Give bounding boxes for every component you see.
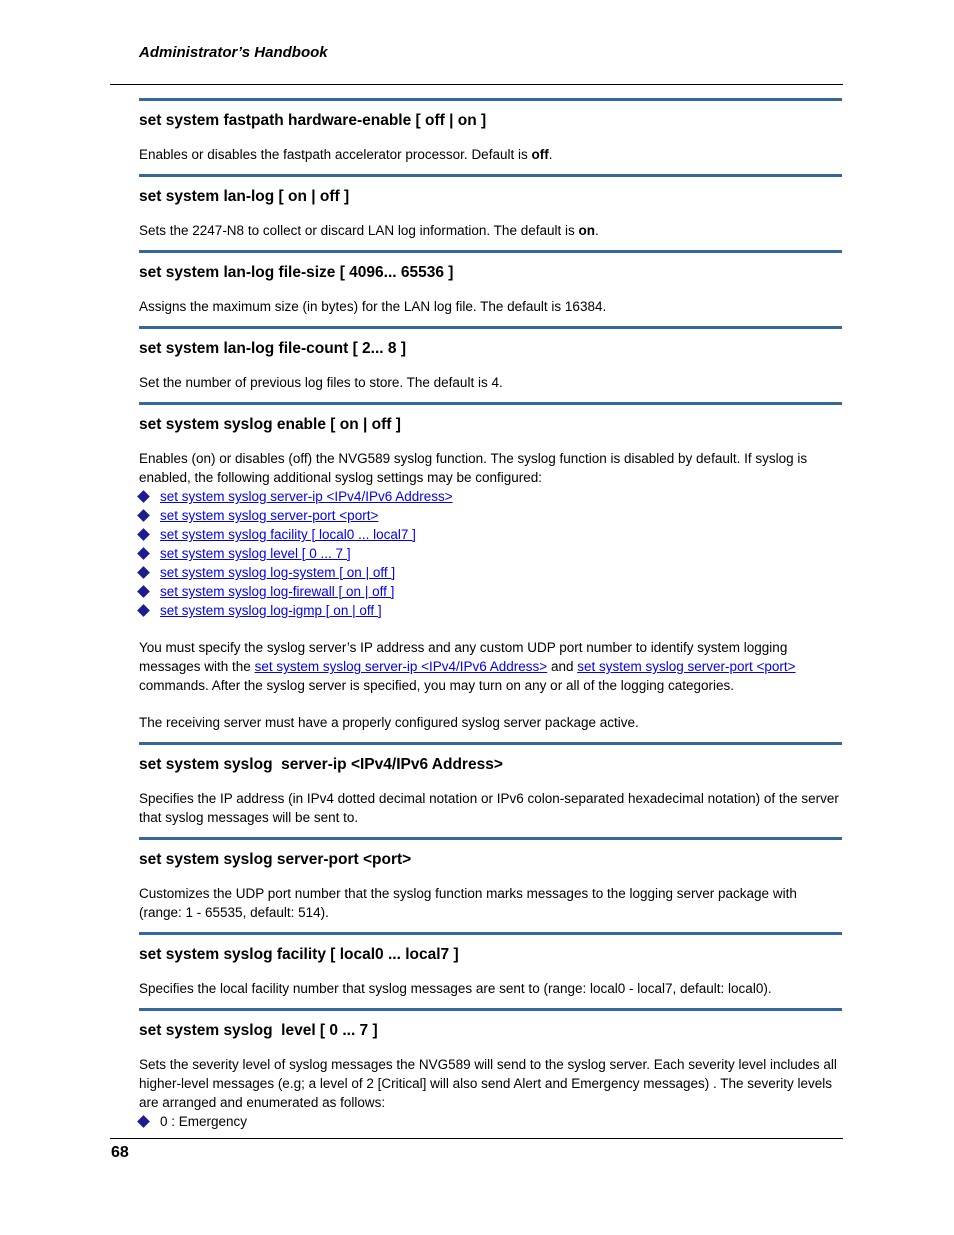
severity-level: 0 : Emergency [160, 1114, 248, 1129]
command-heading: set system lan-log [ on | off ] [139, 188, 350, 205]
link-log-igmp[interactable]: set system syslog log-igmp [ on | off ] [160, 603, 382, 618]
para-text: and [547, 659, 578, 674]
list-item [139, 487, 843, 506]
diamond-bullet-icon [137, 585, 150, 598]
syslog-usage-paragraph [139, 638, 843, 695]
link-log-system[interactable]: set system syslog log-system [ on | off ] [160, 565, 396, 580]
command-heading: set system lan-log file-size [ 4096... 65536 ] [139, 264, 454, 281]
desc-text: Enables or disables the fastpath accelerator processor. Default is [139, 147, 532, 162]
page-content [139, 98, 843, 1131]
command-heading: set system syslog level [ 0 ... 7 ] [139, 1022, 378, 1039]
section-lan-log-file-count [139, 326, 843, 402]
severity-levels-list [139, 1112, 843, 1131]
section-syslog-server-ip [139, 742, 843, 837]
command-description [139, 221, 843, 240]
link-server-port[interactable]: set system syslog server-port <port> [160, 508, 379, 523]
section-syslog-facility [139, 932, 843, 1008]
diamond-bullet-icon [137, 547, 150, 560]
diamond-bullet-icon [137, 604, 150, 617]
default-value: off [531, 147, 549, 162]
list-item [139, 582, 843, 601]
command-description [139, 145, 843, 164]
footer-divider [110, 1138, 843, 1139]
desc-text: . [548, 147, 553, 162]
diamond-bullet-icon [137, 528, 150, 541]
section-rule [139, 1008, 842, 1011]
command-heading: set system fastpath hardware-enable [ off | on ] [139, 112, 487, 129]
link-log-firewall[interactable]: set system syslog log-firewall [ on | off ] [160, 584, 395, 599]
para-text: You must specify the syslog server’s IP address and any custom UDP port number to identify system logging messages with the [139, 640, 788, 674]
section-lan-log [139, 174, 843, 250]
receiving-server-paragraph: The receiving server must have a properly configured syslog server package active. [139, 715, 639, 730]
command-heading: set system syslog server-ip <IPv4/IPv6 Address> [139, 756, 503, 773]
diamond-bullet-icon [137, 509, 150, 522]
section-rule [139, 742, 842, 745]
command-description: Enables (on) or disables (off) the NVG589 syslog function. The syslog function is disabled by default. If syslog is enabled, the following additional syslog settings may be configured: [139, 451, 808, 485]
list-item [139, 525, 843, 544]
section-rule [139, 837, 842, 840]
diamond-bullet-icon [137, 490, 150, 503]
command-description: Specifies the IP address (in IPv4 dotted decimal notation or IPv6 colon-separated hexadecimal notation) of the server that syslog messages will be sent to. [139, 791, 839, 825]
command-heading: set system lan-log file-count [ 2... 8 ] [139, 340, 406, 357]
para-text: commands. After the syslog server is specified, you may turn on any or all of the logging categories. [139, 678, 735, 693]
desc-text: Sets the 2247-N8 to collect or discard LAN log information. The default is [139, 223, 579, 238]
default-value: on [578, 223, 595, 238]
section-rule [139, 326, 842, 329]
syslog-settings-list [139, 487, 843, 620]
section-rule [139, 174, 842, 177]
diamond-bullet-icon [137, 1115, 150, 1128]
command-description: Sets the severity level of syslog messages the NVG589 will send to the syslog server. Each severity level includes all higher-level messages (e.g; a level of 2 [Critical] will also send Alert and Emergency messages) . The severity levels are arranged and enumerated as follows: [139, 1057, 837, 1110]
list-item [139, 1112, 843, 1131]
list-item [139, 506, 843, 525]
command-heading: set system syslog server-port <port> [139, 851, 412, 868]
section-syslog-server-port [139, 837, 843, 932]
inline-link-server-ip[interactable]: set system syslog server-ip <IPv4/IPv6 Address> [254, 659, 548, 674]
link-level[interactable]: set system syslog level [ 0 ... 7 ] [160, 546, 351, 561]
command-description: Specifies the local facility number that syslog messages are sent to (range: local0 - local7, default: local0). [139, 981, 772, 996]
section-rule [139, 402, 842, 405]
command-description: Assigns the maximum size (in bytes) for the LAN log file. The default is 16384. [139, 299, 607, 314]
diamond-bullet-icon [137, 566, 150, 579]
command-description: Customizes the UDP port number that the syslog function marks messages to the logging server package with (range: 1 - 65535, default: 514). [139, 886, 797, 920]
desc-text: . [594, 223, 599, 238]
section-rule [139, 250, 842, 253]
list-item [139, 544, 843, 563]
section-rule [139, 98, 842, 101]
list-item [139, 601, 843, 620]
section-lan-log-file-size [139, 250, 843, 326]
header-divider [110, 84, 843, 85]
command-heading: set system syslog facility [ local0 ... local7 ] [139, 946, 459, 963]
section-fastpath [139, 98, 843, 174]
section-syslog-level [139, 1008, 843, 1131]
link-facility[interactable]: set system syslog facility [ local0 ... local7 ] [160, 527, 416, 542]
section-syslog-enable [139, 402, 843, 742]
command-heading: set system syslog enable [ on | off ] [139, 416, 401, 433]
command-description: Set the number of previous log files to store. The default is 4. [139, 375, 503, 390]
page-number: 68 [111, 1144, 129, 1161]
running-header: Administrator’s Handbook [139, 44, 328, 61]
section-rule [139, 932, 842, 935]
list-item [139, 563, 843, 582]
inline-link-server-port[interactable]: set system syslog server-port <port> [577, 659, 796, 674]
link-server-ip[interactable]: set system syslog server-ip <IPv4/IPv6 Address> [160, 489, 453, 504]
